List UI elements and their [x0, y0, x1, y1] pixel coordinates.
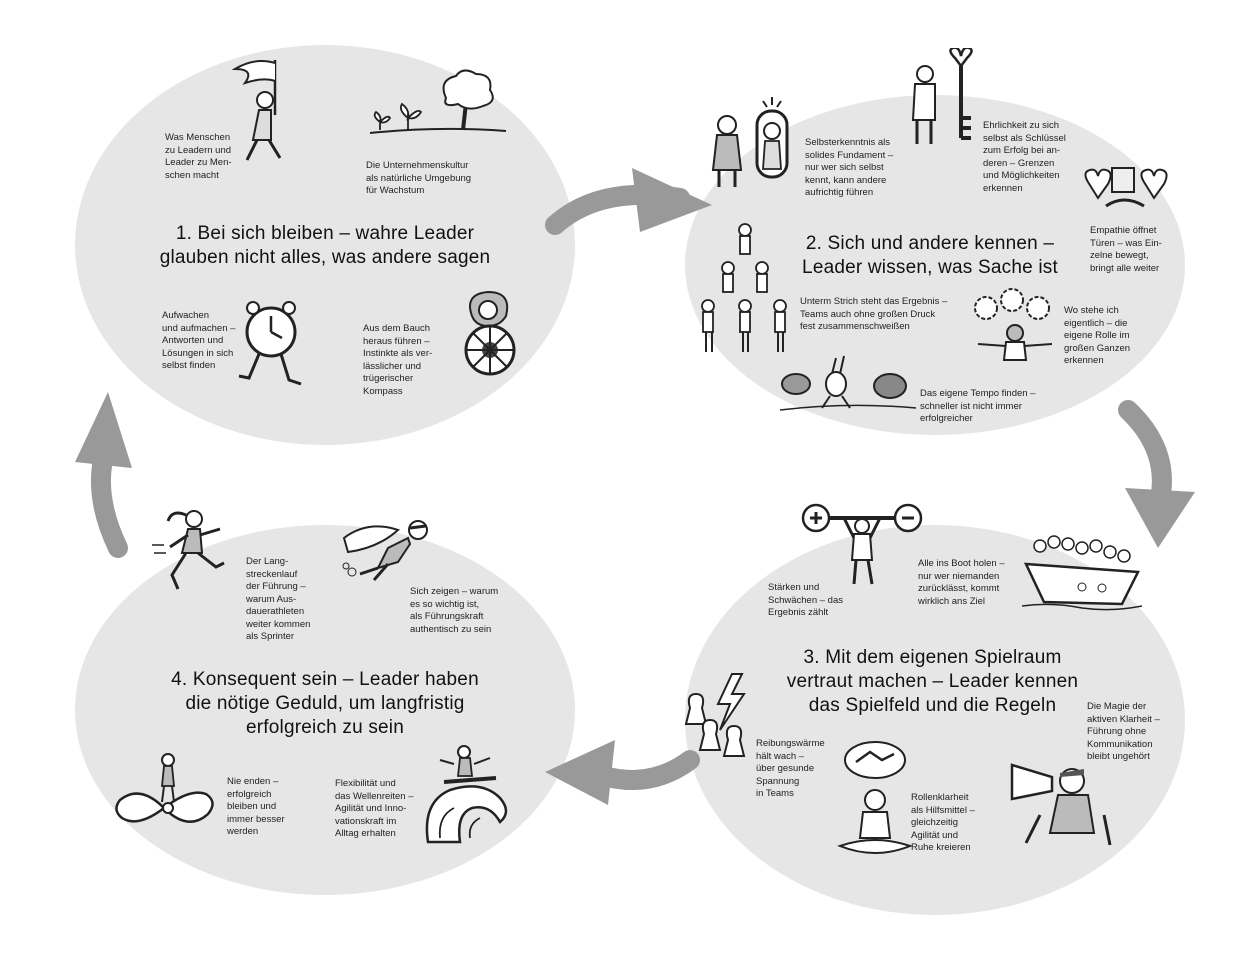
stage-2-note-2: Ehrlichkeit zu sich selbst als Schlüssel zum Erfolg bei an- deren – Grenzen und Möglichkeiten erkennen: [983, 120, 1066, 194]
stage-1-note-2: Die Unternehmenskultur als natürliche Umgebung für Wachstum: [366, 160, 472, 196]
hearts-handshake-illustration: [1078, 162, 1173, 222]
arrow-stage1-to-stage2: [555, 168, 712, 232]
stage-4-note-2: Sich zeigen – warum es so wichtig ist, als Führungskraft authentisch zu sein: [410, 586, 499, 635]
tree-growth-illustration: [368, 68, 508, 143]
stage-3-note-4: Reibungswärme hält wach – über gesunde Spannung in Teams: [756, 738, 825, 799]
mirror-self-reflection-illustration: [705, 95, 795, 190]
megaphone-man-illustration: [1000, 755, 1115, 850]
crowded-boat-illustration: [1022, 532, 1142, 612]
hare-hedgehog-illustration: [778, 352, 918, 412]
running-woman-illustration: [150, 505, 240, 595]
stage-3-title: 3. Mit dem eigenen Spielraum vertraut machen – Leader kennen das Spielfeld und die Regeln: [786, 647, 1079, 716]
arrow-stage2-to-stage3: [1125, 410, 1195, 548]
weightlifter-plus-minus-illustration: [800, 498, 925, 588]
stage-2-note-3: Empathie öffnet Türen – was Ein- zelne bewegt, bringt alle weiter: [1090, 225, 1162, 274]
stage-1-title: 1. Bei sich bleiben – wahre Leader glauben nicht alles, was andere sagen: [159, 223, 491, 268]
gears-role-illustration: [970, 288, 1060, 363]
stage-2-note-4: Unterm Strich steht das Ergebnis – Teams auch ohne großen Druck fest zusammenschweißen: [800, 296, 948, 332]
stage-1-note-4: Aus dem Bauch heraus führen – Instinkte als ver- lässlicher und trügerischer Kompass: [363, 323, 433, 397]
stage-2-note-5: Wo stehe ich eigentlich – die eigene Rolle im großen Ganzen erkennen: [1064, 305, 1131, 366]
man-with-key-illustration: [905, 48, 985, 148]
stage-2-note-6: Das eigene Tempo finden – schneller ist nicht immer erfolgreicher: [920, 388, 1036, 424]
human-pyramid-illustration: [690, 220, 800, 355]
stage-4-title: 4. Konsequent sein – Leader haben die nötige Geduld, um langfristig erfolgreich zu sein: [171, 669, 479, 738]
arrow-stage4-to-stage1: [75, 392, 132, 548]
stage-3-note-5: Rollenklarheit als Hilfsmittel – gleichzeitig Agilität und Ruhe kreieren: [911, 792, 975, 853]
surfer-wave-illustration: [420, 742, 515, 852]
stage-2-note-1: Selbsterkenntnis als solides Fundament – nur wer sich selbst kennt, kann andere aufrichtig führen: [805, 137, 894, 198]
flag-walker-illustration: [225, 55, 315, 165]
game-pieces-lightning-illustration: [682, 668, 757, 758]
stage-2-title: 2. Sich und andere kennen – Leader wissen, was Sache ist: [802, 233, 1058, 278]
stage-4-note-1: Der Lang- streckenlauf der Führung – warum Aus- dauerathleten weiter kommen als Sprinter: [246, 556, 311, 642]
compass-wheel-illustration: [450, 288, 530, 383]
superhero-flying-illustration: [338, 508, 443, 583]
stage-3-note-2: Alle ins Boot holen – nur wer niemanden zurücklässt, kommt wirklich ans Ziel: [918, 558, 1005, 607]
stage-4-note-3: Nie enden – erfolgreich bleiben und immer besser werden: [227, 776, 285, 837]
stage-3-note-3: Die Magie der aktiven Klarheit – Führung ohne Kommunikation bleibt ungehört: [1087, 701, 1160, 762]
alarm-clock-runner-illustration: [235, 292, 310, 392]
stage-1-note-3: Aufwachen und aufmachen – Antworten und Lösungen in sich selbst finden: [162, 310, 236, 371]
stage-3-note-1: Stärken und Schwächen – das Ergebnis zählt: [768, 582, 843, 618]
segway-infinity-illustration: [110, 750, 220, 840]
stage-1-note-1: Was Menschen zu Leadern und Leader zu Men- schen macht: [165, 132, 232, 181]
stage-4-note-4: Flexibilität und das Wellenreiten – Agilität und Inno- vationskraft im Alltag erhalten: [335, 778, 414, 839]
meditation-balance-illustration: [830, 738, 920, 863]
